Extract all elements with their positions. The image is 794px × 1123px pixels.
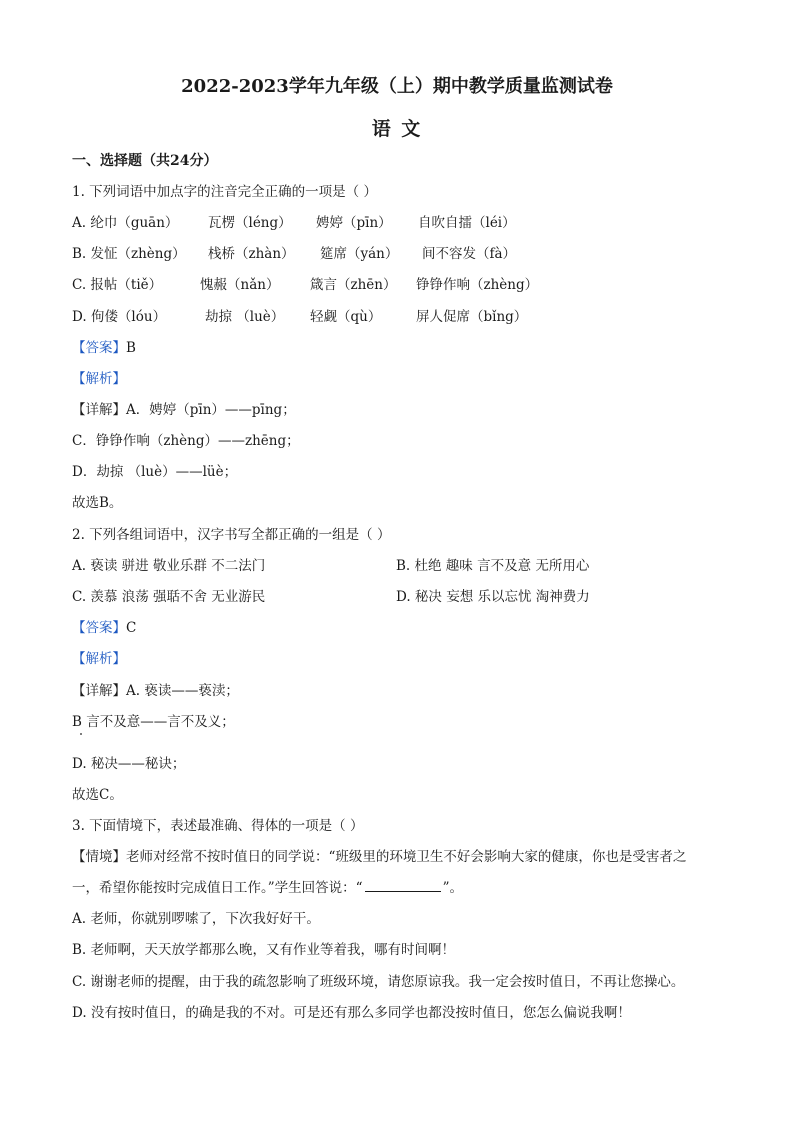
q1-analysis-tag: 【解析】 xyxy=(72,371,126,387)
q2-option-c: C. 羡慕 浪荡 强聒不舍 无业游民 xyxy=(72,589,266,605)
q1-detail-line-2: C．铮铮作响（zhèng）——zhēng； xyxy=(72,433,300,449)
q1-conclusion: 故选B。 xyxy=(72,495,123,511)
q1-detail-line-3: D．劫掠 （luè）——lüè； xyxy=(72,464,238,480)
q1-option-d-1: D. 佝偻（lóu） xyxy=(72,309,167,325)
answer-tag: 【答案】 xyxy=(72,340,126,356)
q3-context-line-1 xyxy=(72,848,686,866)
q1-option-c-4: 铮铮作响（zhèng） xyxy=(416,277,539,293)
q1-option-d-2: 劫掠 （luè） xyxy=(205,309,285,325)
context-text: 老师对经常不按时值日的同学说：“班级里的环境卫生不好会影响大家的健康，你也是受害者之 xyxy=(126,849,687,865)
q1-option-a-4: 自吹自擂（léi） xyxy=(418,215,516,231)
q1-detail-line-1 xyxy=(72,401,296,419)
answer-tag: 【答案】 xyxy=(72,620,126,636)
q2-detail-line-3: D. 秘决——秘诀； xyxy=(72,756,186,772)
q1-option-d-3: 轻觑（qù） xyxy=(310,309,382,325)
question-3-stem: 3. 下面情境下，表述最准确、得体的一项是（ ） xyxy=(72,818,364,834)
q1-option-a-2: 瓦楞（léng） xyxy=(208,215,292,231)
answer-value: C xyxy=(126,620,137,636)
q1-option-d-4: 屏人促席（bǐng） xyxy=(416,309,528,325)
q1-option-b-2: 栈桥（zhàn） xyxy=(208,246,295,262)
q1-answer xyxy=(72,339,136,357)
detail-tag: 【详解】 xyxy=(72,402,126,418)
q3-option-d: D. 没有按时值日，的确是我的不对。可是还有那么多同学也都没按时值日，您怎么偏说我啊！ xyxy=(72,1005,631,1021)
stray-dot xyxy=(80,733,82,735)
section-heading: 一、选择题（共24分） xyxy=(72,153,218,169)
q2-analysis-tag: 【解析】 xyxy=(72,651,126,667)
question-1-stem: 1. 下列词语中加点字的注音完全正确的一项是（ ） xyxy=(72,184,377,200)
answer-value: B xyxy=(126,340,136,356)
detail-text: A．娉婷（pīn）——pīng； xyxy=(126,402,296,418)
q3-context-line-2 xyxy=(72,879,463,897)
q1-option-c-2: 愧赧（nǎn） xyxy=(200,277,280,293)
context-tag: 【情境】 xyxy=(72,849,126,865)
q3-option-b: B. 老师啊，天天放学都那么晚，又有作业等着我，哪有时间啊！ xyxy=(72,942,456,958)
q1-option-b-4: 间不容发（fà） xyxy=(422,246,517,262)
answer-blank xyxy=(365,879,441,892)
q2-option-a: A. 亵读 骈进 敬业乐群 不二法门 xyxy=(72,558,266,574)
q2-answer xyxy=(72,619,136,637)
q2-conclusion: 故选C。 xyxy=(72,787,123,803)
detail-text: A. 亵读——亵渎； xyxy=(126,683,239,699)
context-text-end: ”。 xyxy=(442,880,463,896)
q3-option-c: C. 谢谢老师的提醒，由于我的疏忽影响了班级环境，请您原谅我。我一定会按时值日，不再让您操心。 xyxy=(72,974,685,990)
q1-option-c-3: 箴言（zhēn） xyxy=(310,277,397,293)
q1-option-a-3: 娉婷（pīn） xyxy=(316,215,392,231)
q1-option-a-1: A. 纶巾（guān） xyxy=(72,215,179,231)
q1-option-b-1: B. 发怔（zhèng） xyxy=(72,246,186,262)
detail-tag: 【详解】 xyxy=(72,683,126,699)
q3-option-a: A. 老师，你就别啰嗦了，下次我好好干。 xyxy=(72,911,320,927)
q1-option-b-3: 筵席（yán） xyxy=(320,246,399,262)
context-text: 一，希望你能按时完成值日工作。”学生回答说：“ xyxy=(72,880,363,896)
q2-detail-line-1 xyxy=(72,682,239,700)
question-2-stem: 2. 下列各组词语中，汉字书写全都正确的一组是（ ） xyxy=(72,527,391,543)
exam-title: 2022-2023学年九年级（上）期中教学质量监测试卷 xyxy=(181,76,613,97)
q1-option-c-1: C. 报帖（tiě） xyxy=(72,277,163,293)
subject-title: 语 文 xyxy=(371,118,423,140)
q2-option-b: B. 杜绝 趣味 言不及意 无所用心 xyxy=(396,558,590,574)
q2-option-d: D. 秘决 妄想 乐以忘忧 淘神费力 xyxy=(396,589,590,605)
q2-detail-line-2: B 言不及意——言不及义； xyxy=(72,714,235,730)
